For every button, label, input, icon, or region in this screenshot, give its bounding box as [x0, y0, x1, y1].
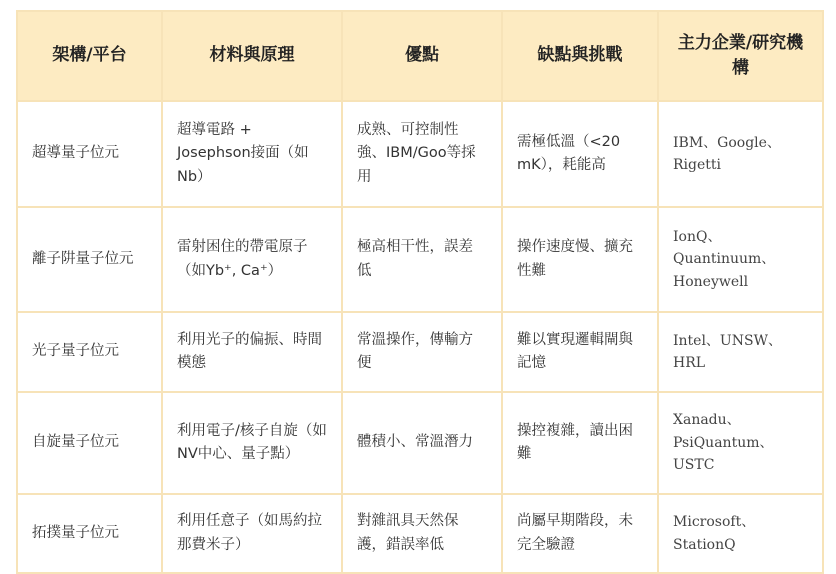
cell-organizations: IonQ、Quantinuum、Honeywell [658, 207, 823, 312]
table-row [17, 101, 823, 207]
cell-architecture: 拓撲量子位元 [17, 494, 162, 573]
table-row [17, 494, 823, 573]
cell-architecture: 光子量子位元 [17, 312, 162, 392]
header-architecture: 架構/平台 [17, 11, 162, 101]
cell-organizations: Microsoft、StationQ [658, 494, 823, 573]
cell-challenges: 難以實現邏輯閘與記憶 [502, 312, 658, 392]
cell-architecture: 超導量子位元 [17, 101, 162, 207]
header-challenges: 缺點與挑戰 [502, 11, 658, 101]
cell-material: 利用電子/核子自旋（如NV中心、量子點） [162, 392, 342, 494]
header-material: 材料與原理 [162, 11, 342, 101]
cell-material: 利用光子的偏振、時間模態 [162, 312, 342, 392]
header-advantages: 優點 [342, 11, 502, 101]
comparison-table-container [16, 10, 824, 574]
cell-material: 利用任意子（如馬約拉那費米子） [162, 494, 342, 573]
table-header-row [17, 11, 823, 101]
cell-architecture: 自旋量子位元 [17, 392, 162, 494]
quantum-qubit-comparison-table [16, 10, 824, 574]
cell-organizations: Intel、UNSW、HRL [658, 312, 823, 392]
cell-advantages: 極高相干性，誤差低 [342, 207, 502, 312]
cell-advantages: 對雜訊具天然保護，錯誤率低 [342, 494, 502, 573]
cell-architecture: 離子阱量子位元 [17, 207, 162, 312]
cell-advantages: 成熟、可控制性強、IBM/Goo等採用 [342, 101, 502, 207]
header-organizations: 主力企業/研究機構 [658, 11, 823, 101]
cell-challenges: 需極低溫（<20 mK），耗能高 [502, 101, 658, 207]
cell-organizations: Xanadu、PsiQuantum、USTC [658, 392, 823, 494]
cell-challenges: 操作速度慢、擴充性難 [502, 207, 658, 312]
table-row [17, 312, 823, 392]
cell-material: 雷射困住的帶電原子（如Yb⁺, Ca⁺） [162, 207, 342, 312]
table-row [17, 207, 823, 312]
cell-advantages: 常溫操作，傳輸方便 [342, 312, 502, 392]
cell-organizations: IBM、Google、Rigetti [658, 101, 823, 207]
cell-challenges: 操控複雜，讀出困難 [502, 392, 658, 494]
table-row [17, 392, 823, 494]
cell-challenges: 尚屬早期階段，未完全驗證 [502, 494, 658, 573]
cell-material: 超導電路 + Josephson接面（如Nb） [162, 101, 342, 207]
cell-advantages: 體積小、常溫潛力 [342, 392, 502, 494]
